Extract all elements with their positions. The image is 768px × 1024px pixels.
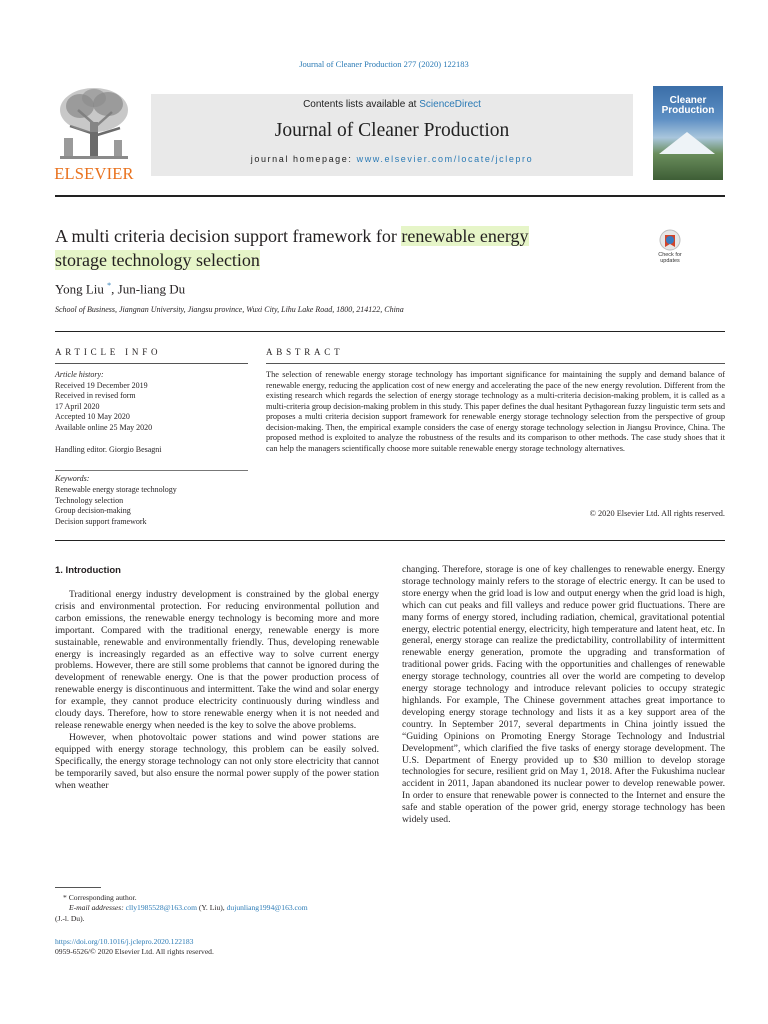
keywords-label: Keywords: [55, 474, 90, 483]
email-link-2[interactable]: dujunliang1994@163.com [226, 903, 308, 913]
history-item: Available online 25 May 2020 [55, 422, 153, 432]
author-1[interactable]: Yong Liu [55, 281, 104, 297]
history-item: Accepted 10 May 2020 [55, 412, 130, 422]
keywords-divider [55, 470, 248, 471]
title-plain: A multi criteria decision support framework for [55, 226, 402, 246]
doi-link[interactable]: https://doi.org/10.1016/j.jclepro.2020.122183 [55, 937, 194, 946]
email-owner-1: (Y. Liu), [197, 903, 227, 913]
journal-homepage-line [151, 154, 633, 164]
issn-copyright: 0959-6526/© 2020 Elsevier Ltd. All rights reserved. [55, 947, 214, 957]
footnote-mark: * [63, 893, 67, 902]
abstract-copyright: © 2020 Elsevier Ltd. All rights reserved. [589, 509, 725, 518]
body-paragraph: changing. Therefore, storage is one of key challenges to renewable energy. Energy storage technology mainly refers to the storage of electric energy. It can be used to store energy when the grid load is low and output energy when the grid load is high, which can cut peaks and fill valleys and reduce power grid fluctuations. There are many forms of energy stored, including radiation, chemical, gravitational potential energy, electric potential energy, electricity, high temperature and latent heat, etc. In general, energy storage can realize the predictability, controllability of intermittent renewable energy generation, promote the upgrading and transformation of traditional power grids. Facing with the opportunities and challenges of renewable energy storage technology, countries all over the world are competing to develop energy storage technology and introduce relevant policies to occupy strategic highlands. For example, The Chinese government attaches great importance to developing energy storage technology and lists it as a key support area of the country. In September 2017, several departments in China jointly issued the “Guiding Opinions on Promoting Energy Storage Technology and Industrial Development”, which clarified the five tasks of energy storage development. The U.S. Department of Energy provided up to $30 million to develop storage technologies for secure, resilient grid on May 1, 2018. After the Fukushima nuclear accident in 2011, Japan abandoned its nuclear power to develop renewable power. In order to ensure that renewable power is connected to the Internet and ensure the safe and stable operation of the power grid, energy storage technology has been widely used. [402, 564, 725, 826]
history-label: Article history: [55, 370, 104, 379]
crossmark-label: Check for updates [658, 252, 682, 264]
keyword-item[interactable]: Decision support framework [55, 517, 147, 527]
title-highlight-1: renewable energy [401, 226, 529, 246]
page-footer [55, 937, 380, 958]
article-history [55, 370, 248, 434]
corresponding-author-mark[interactable]: * [107, 281, 112, 290]
journal-masthead [50, 84, 754, 186]
contents-line [151, 99, 633, 110]
tree-icon [50, 84, 138, 164]
history-item: Received in revised form [55, 391, 136, 401]
check-for-updates-button[interactable] [652, 229, 688, 269]
author-affiliation: School of Business, Jiangnan University, Jiangsu province, Wuxi City, Lihu Lake Road, 1800, 214122, China [55, 305, 404, 314]
author-separator: , [111, 281, 118, 297]
article-title [55, 224, 645, 272]
body-paragraph: Traditional energy industry development is constrained by the global energy crisis and environmental protection. For reducing environmental pollution and carbon emissions, the renewable energy technology is becoming more and more important. Compared with the traditional energy, renewable energy is more sustainable, renewable and environmentally friendly. Thus, developing renewable energy is increasingly regarded as an effective way to solve current energy problems. However, there are still some problems that cannot be ignored during the development of renewable energy. One is that the power production process of renewable energy is discontinuous and intermittent. Take the wind and solar energy for example, they cannot produce electricity continuously during windless and cloudy days. Therefore, how to store renewable energy when it is not needed and release renewable energy when needed is the key to solve the above problems. [55, 589, 379, 731]
abstract-heading: ABSTRACT [266, 347, 344, 357]
footnote-corresponding: Corresponding author. [68, 893, 137, 902]
history-item: Received 19 December 2019 [55, 380, 148, 390]
elsevier-wordmark: ELSEVIER [54, 164, 134, 183]
cover-mountain-icon [659, 132, 715, 154]
elsevier-tree-logo [50, 84, 138, 186]
corresponding-author-footnote [55, 893, 380, 924]
body-column-right [402, 564, 725, 826]
journal-homepage-link[interactable]: www.elsevier.com/locate/jclepro [356, 154, 534, 164]
footnote-line-3: (J.-l. Du). [55, 913, 85, 923]
author-2[interactable]: Jun-liang Du [117, 281, 186, 297]
body-divider [55, 540, 725, 541]
cover-title-line-1: Cleaner [669, 95, 707, 106]
affiliation-divider [55, 331, 725, 332]
handling-editor: Handling editor. Giorgio Besagni [55, 445, 162, 454]
keyword-item[interactable]: Group decision-making [55, 506, 131, 516]
author-list [55, 281, 185, 297]
history-item: 17 April 2020 [55, 401, 100, 411]
body-column-left [55, 589, 379, 791]
section-heading-introduction: 1. Introduction [55, 565, 121, 576]
journal-name: Journal of Cleaner Production [274, 120, 510, 141]
footnote-line-2 [55, 903, 380, 913]
journal-title-band [151, 94, 633, 176]
contents-prefix: Contents lists available at [303, 99, 420, 110]
journal-reference-link[interactable]: Journal of Cleaner Production 277 (2020) 122183 [299, 59, 469, 69]
footnote-divider [55, 887, 101, 888]
header-divider [55, 195, 725, 197]
crossmark-icon [652, 229, 688, 251]
footnote-line-1 [55, 893, 380, 903]
keyword-item[interactable]: Technology selection [55, 495, 124, 505]
article-info-divider [55, 363, 248, 364]
title-highlight-2: storage technology selection [55, 250, 260, 270]
body-paragraph: However, when photovoltaic power stations and wind power stations are equipped with energy storage technology, this problem can be easily solved. Specifically, the energy storage technology can not only store electricity that cannot be temporarily saved, but also ensure the normal power supply of the power station when weather [55, 731, 379, 791]
sciencedirect-link[interactable]: ScienceDirect [419, 99, 481, 110]
abstract-text: The selection of renewable energy storage technology has important significance for maintaining the supply and demand balance of renewable energy, reducing the application cost of new energy and accelerating the pace of the new energy revolution. Different from the existing research which regards the selection of energy storage technology as a multi-criteria decision-making problem, it is called as a multi-criteria group decision-making problem in this study. This paper defines the dual hesitant Pythagorean fuzzy linguistic term sets and proposes a multi criteria decision support framework for renewable energy storage technology selection from the perspective of group decision-making. Then, the empirical example considers the case of energy storage technology selection in Jiangsu Province, China. The proposed method is exploited to analyze the robustness of the results and its comparison to other methods. The case study shoes that it can help the managers scientifically choose more suitable renewable energy storage technology alternatives. [266, 370, 725, 453]
article-info-heading: ARTICLE INFO [55, 347, 162, 357]
journal-cover-thumbnail[interactable] [653, 86, 723, 180]
email-label: E-mail addresses: [69, 903, 124, 913]
homepage-prefix: journal homepage: [250, 154, 357, 164]
email-link-1[interactable]: clly1985528@163.com [125, 903, 197, 913]
keyword-item[interactable]: Renewable energy storage technology [55, 484, 177, 494]
cover-title-line-2: Production [661, 105, 715, 116]
abstract-divider [266, 363, 725, 364]
keywords-list [55, 474, 248, 528]
